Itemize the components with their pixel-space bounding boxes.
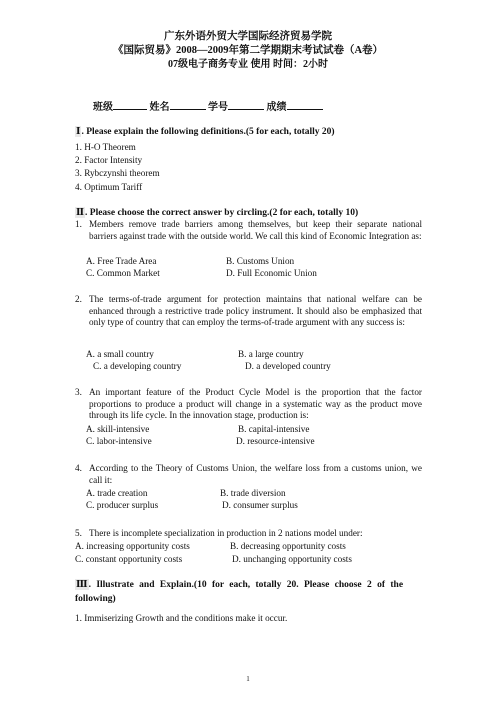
option-d[interactable]: D. consumer surplus xyxy=(222,500,298,510)
definition-item: 3. Rybczynshi theorem xyxy=(75,168,160,178)
score-blank xyxy=(287,100,323,110)
question-number: 5. xyxy=(75,528,82,538)
student-id-blank xyxy=(228,100,264,110)
section-3-heading-cont: following) xyxy=(75,594,116,604)
exam-subtitle: 07级电子商务专业 使用 时间：2小时 xyxy=(168,59,328,70)
section-2-heading xyxy=(75,207,358,218)
illustrate-item: 1. Immiserizing Growth and the conditions make it occur. xyxy=(75,613,288,623)
question-number: 2. xyxy=(75,294,82,304)
section-2-heading-text: . Please choose the correct answer by circling.(2 for each, totally 10) xyxy=(85,208,359,218)
class-label: 班级 xyxy=(93,102,113,113)
student-info-line xyxy=(93,98,323,113)
question-text: There is incomplete specialization in production in 2 nations model under: xyxy=(89,528,363,538)
question-text: The terms-of-trade argument for protection maintains that national welfare can be enhanced through a restrictive trade policy instrument. It should also be emphasized that only type of country that can employ the terms-of-trade argument with any success is: xyxy=(89,294,422,328)
option-c[interactable]: C. Common Market xyxy=(86,268,160,278)
name-blank xyxy=(170,100,206,110)
option-a[interactable]: A. a small country xyxy=(86,349,154,359)
score-label: 成绩 xyxy=(266,102,287,113)
name-label: 姓名 xyxy=(149,102,170,113)
question-text: Members remove trade barriers among themselves, but keep their separate national barriers against trade with the outside world. We call this kind of Economic Integration as: xyxy=(89,219,422,241)
option-b[interactable]: B. capital-intensive xyxy=(238,424,310,434)
section-3-roman: Ⅲ xyxy=(76,580,88,590)
section-1-roman: Ⅰ xyxy=(76,127,81,137)
option-d[interactable]: D. a developed country xyxy=(245,361,331,371)
question-number: 3. xyxy=(75,387,82,397)
option-d[interactable]: D. unchanging opportunity costs xyxy=(232,554,352,564)
option-b[interactable]: B. Customs Union xyxy=(226,256,295,266)
option-d[interactable]: D. Full Economic Union xyxy=(226,268,317,278)
page-number: 1 xyxy=(246,675,250,683)
option-c[interactable]: C. a developing country xyxy=(93,361,182,371)
option-c[interactable]: C. constant opportunity costs xyxy=(75,554,183,564)
section-2-roman: Ⅱ xyxy=(76,208,85,218)
section-1-heading-text: . Please explain the following definitions.(5 for each, totally 20) xyxy=(81,127,335,137)
class-blank xyxy=(113,100,147,110)
option-c[interactable]: C. producer surplus xyxy=(86,500,159,510)
option-b[interactable]: B. a large country xyxy=(238,349,304,359)
definition-item: 2. Factor Intensity xyxy=(75,155,143,165)
option-a[interactable]: A. trade creation xyxy=(86,488,148,498)
student-id-label: 学号 xyxy=(208,102,228,113)
option-a[interactable]: A. skill-intensive xyxy=(86,424,150,434)
school-name: 广东外语外贸大学国际经济贸易学院 xyxy=(164,31,332,42)
option-b[interactable]: B. trade diversion xyxy=(220,488,286,498)
question-text: An important feature of the Product Cycle Model is the proportion that the factor proportions to produce a product will change in a systematic way as the product move through its life cycle. In the innovation stage, production is: xyxy=(89,387,422,421)
option-a[interactable]: A. increasing opportunity costs xyxy=(75,541,190,551)
question-number: 4. xyxy=(75,463,82,473)
section-1-heading xyxy=(75,126,335,137)
question-text: According to the Theory of Customs Union, the welfare loss from a customs union, we call it: xyxy=(89,463,422,485)
option-d[interactable]: D. resource-intensive xyxy=(236,436,315,446)
exam-title: 《国际贸易》2008—2009年第二学期期末考试试卷（A卷） xyxy=(112,45,384,56)
option-a[interactable]: A. Free Trade Area xyxy=(86,256,157,266)
question-number: 1. xyxy=(75,219,82,229)
option-b[interactable]: B. decreasing opportunity costs xyxy=(230,541,346,551)
definition-item: 1. H-O Theorem xyxy=(75,142,136,152)
option-c[interactable]: C. labor-intensive xyxy=(86,436,152,446)
section-3-heading xyxy=(75,579,403,590)
definition-item: 4. Optimum Tariff xyxy=(75,182,143,192)
section-3-heading-text: . Illustrate and Explain.(10 for each, totally 20. Please choose 2 of the xyxy=(88,580,404,590)
